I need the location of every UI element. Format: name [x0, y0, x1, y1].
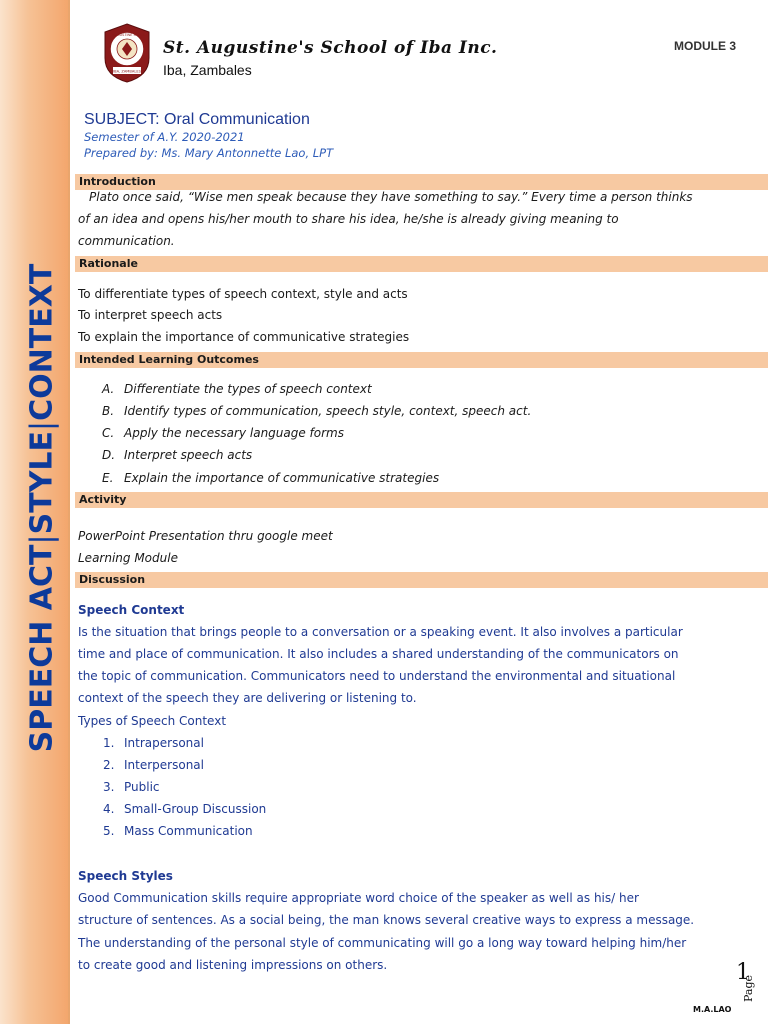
outcome-item: Interpret speech acts — [124, 448, 253, 462]
vertical-title-separator: | — [24, 534, 60, 545]
outcome-marker: D. — [102, 448, 116, 462]
module-label: MODULE 3 — [674, 39, 737, 53]
speech-styles-line: structure of sentences. As a social being, the man knows several creative ways to express a message. — [78, 913, 695, 927]
page-label: Page — [742, 974, 755, 1002]
outcome-item: Explain the importance of communicative strategies — [124, 471, 440, 485]
vertical-title — [25, 264, 60, 753]
vertical-title-part2: STYLE — [24, 430, 60, 535]
context-type-item: Intrapersonal — [124, 736, 204, 750]
rationale-line: To explain the importance of communicative strategies — [78, 330, 410, 344]
outcome-item: Identify types of communication, speech style, context, speech act. — [124, 404, 532, 418]
school-logo-icon — [101, 22, 153, 84]
context-type-marker: 4. — [103, 802, 115, 816]
context-type-item: Interpersonal — [124, 758, 204, 772]
outcome-marker: C. — [102, 426, 115, 440]
context-type-item: Small-Group Discussion — [124, 802, 267, 816]
page-number: 1 — [736, 960, 750, 985]
speech-styles-line: Good Communication skills require appropriate word choice of the speaker as well as his/ her — [78, 891, 639, 905]
section-heading-rationale: Rationale — [75, 256, 768, 272]
speech-context-types-label: Types of Speech Context — [78, 714, 227, 728]
author-initials: M.A.LAO — [693, 1005, 732, 1014]
vertical-title-separator-2: | — [24, 420, 60, 431]
context-type-marker: 2. — [103, 758, 115, 772]
intro-line: Plato once said, “Wise men speak because they have something to say.” Every time a person thinks — [89, 190, 693, 204]
intro-line: of an idea and opens his/her mouth to share his idea, he/she is already giving meaning to — [78, 212, 619, 226]
prepared-by-line: Prepared by: Ms. Mary Antonnette Lao, LPT — [84, 146, 334, 160]
rationale-line: To differentiate types of speech context, style and acts — [78, 287, 408, 301]
speech-context-line: the topic of communication. Communicators need to understand the environmental and situational — [78, 669, 676, 683]
section-heading-introduction: Introduction — [75, 174, 768, 190]
speech-context-title: Speech Context — [78, 603, 185, 617]
speech-styles-title: Speech Styles — [78, 869, 173, 883]
context-type-marker: 5. — [103, 824, 115, 838]
rationale-line: To interpret speech acts — [78, 308, 223, 322]
speech-context-line: context of the speech they are delivering or listening to. — [78, 691, 417, 705]
context-type-item: Mass Communication — [124, 824, 253, 838]
speech-styles-line: The understanding of the personal style of communicating will go a long way toward helping him/her — [78, 936, 687, 950]
speech-context-line: Is the situation that brings people to a conversation or a speaking event. It also involves a particular — [78, 625, 683, 639]
outcome-marker: E. — [102, 471, 114, 485]
vertical-title-part3: CONTEXT — [24, 263, 60, 421]
vertical-title-part1: SPEECH ACT — [24, 544, 60, 753]
school-location: Iba, Zambales — [163, 62, 252, 78]
section-heading-activity: Activity — [75, 492, 768, 508]
speech-context-line: time and place of communication. It also includes a shared understanding of the communicators on — [78, 647, 679, 661]
activity-line: PowerPoint Presentation thru google meet — [78, 529, 333, 543]
logo-ring-text: ST. AUGUSTINE SCHOOL — [105, 33, 149, 37]
school-name: St. Augustine's School of Iba Inc. — [163, 38, 498, 58]
sidebar-divider — [68, 0, 70, 1024]
outcome-marker: B. — [102, 404, 115, 418]
outcome-item: Apply the necessary language forms — [124, 426, 345, 440]
semester-line: Semester of A.Y. 2020-2021 — [84, 130, 245, 144]
context-type-marker: 3. — [103, 780, 115, 794]
outcome-item: Differentiate the types of speech context — [124, 382, 372, 396]
subject-title: SUBJECT: Oral Communication — [84, 111, 310, 128]
section-heading-discussion: Discussion — [75, 572, 768, 588]
context-type-marker: 1. — [103, 736, 115, 750]
outcome-marker: A. — [102, 382, 115, 396]
logo-bottom-text: IBA, ZAMBALES — [113, 69, 141, 74]
intro-line: communication. — [78, 234, 175, 248]
section-heading-outcomes: Intended Learning Outcomes — [75, 352, 768, 368]
activity-line: Learning Module — [78, 551, 178, 565]
speech-styles-line: to create good and listening impressions on others. — [78, 958, 388, 972]
context-type-item: Public — [124, 780, 160, 794]
